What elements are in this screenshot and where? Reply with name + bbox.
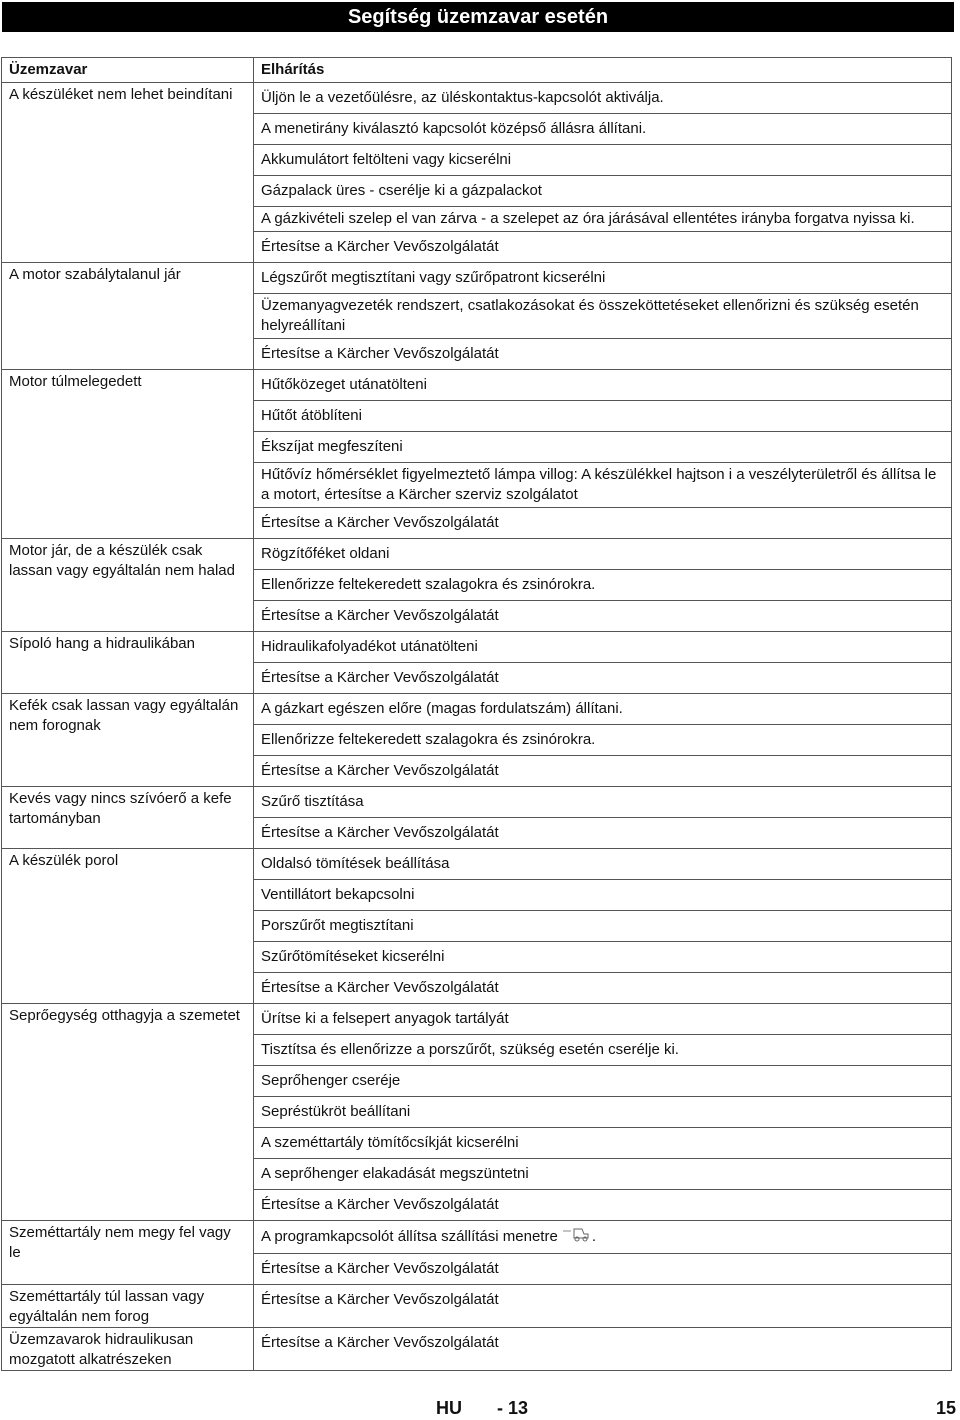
remedy-cell <box>254 263 952 294</box>
footer-language: HU <box>436 1398 462 1418</box>
remedy-text: Értesítse a Kärcher Vevőszolgálatát <box>261 345 499 362</box>
table-row <box>2 263 952 294</box>
remedy-cell <box>254 1035 952 1066</box>
remedy-text: Hűtővíz hőmérséklet figyelmeztető lámpa villog: A készülékkel hajtson i a veszélyterületről és állítsa le a motort, értesítse a Kärcher szerviz szolgálatot <box>261 466 937 503</box>
remedy-cell <box>254 1128 952 1159</box>
remedy-text: Üzemanyagvezeték rendszert, csatlakozásokat és összeköttetéseket ellenőrizni és szükség esetén helyreállítani <box>261 297 919 334</box>
remedy-cell <box>254 1328 952 1371</box>
table-row <box>2 1328 952 1371</box>
remedy-cell <box>254 1004 952 1035</box>
remedy-text: Légszűrőt megtisztítani vagy szűrőpatront kicserélni <box>261 269 606 286</box>
remedy-text: Értesítse a Kärcher Vevőszolgálatát <box>261 1196 499 1213</box>
table-row <box>2 539 952 570</box>
problem-cell: Üzemzavarok hidraulikusan mozgatott alkatrészeken <box>2 1328 254 1371</box>
table-row <box>2 370 952 401</box>
remedy-text: Porszűrőt megtisztítani <box>261 917 414 934</box>
remedy-cell <box>254 463 952 508</box>
remedy-text: Seprőhenger cseréje <box>261 1072 401 1089</box>
problem-cell: A készüléket nem lehet beindítani <box>2 83 254 263</box>
remedy-cell <box>254 756 952 787</box>
problem-cell: Motor túlmelegedett <box>2 370 254 539</box>
remedy-cell <box>254 176 952 207</box>
remedy-cell <box>254 787 952 818</box>
problem-cell: Motor jár, de a készülék csak lassan vagy egyáltalán nem halad <box>2 539 254 632</box>
remedy-text: Értesítse a Kärcher Vevőszolgálatát <box>261 238 499 255</box>
footer-section-page: - 13 <box>497 1398 529 1418</box>
remedy-cell <box>254 207 952 232</box>
remedy-text: A gázkart egészen előre (magas fordulatszám) állítani. <box>261 700 623 717</box>
remedy-cell <box>254 114 952 145</box>
remedy-text: Hűtőközeget utánatölteni <box>261 376 427 393</box>
remedy-text: Tisztítsa és ellenőrizze a porszűrőt, szükség esetén cserélje ki. <box>261 1041 679 1058</box>
troubleshooting-table <box>1 57 952 1371</box>
remedy-text: Szűrő tisztítása <box>261 793 364 810</box>
problem-cell: A készülék porol <box>2 849 254 1004</box>
remedy-cell <box>254 601 952 632</box>
remedy-text: Ellenőrizze feltekeredett szalagokra és zsinórokra. <box>261 731 596 748</box>
remedy-text: Hűtőt átöblíteni <box>261 407 362 424</box>
remedy-cell <box>254 818 952 849</box>
remedy-text: Értesítse a Kärcher Vevőszolgálatát <box>261 669 499 686</box>
remedy-text: Gázpalack üres - cserélje ki a gázpalackot <box>261 182 542 199</box>
remedy-cell <box>254 1066 952 1097</box>
remedy-text: Értesítse a Kärcher Vevőszolgálatát <box>261 762 499 779</box>
remedy-text: Ékszíjat megfeszíteni <box>261 438 403 455</box>
transport-mode-icon <box>562 1226 592 1248</box>
remedy-cell <box>254 232 952 263</box>
remedy-cell <box>254 694 952 725</box>
remedy-cell <box>254 294 952 339</box>
remedy-text: Üljön le a vezetőülésre, az üléskontaktus-kapcsolót aktiválja. <box>261 89 664 106</box>
table-row <box>2 694 952 725</box>
table-row <box>2 849 952 880</box>
table-row <box>2 632 952 663</box>
remedy-cell <box>254 401 952 432</box>
remedy-cell <box>254 663 952 694</box>
remedy-cell <box>254 145 952 176</box>
remedy-cell <box>254 370 952 401</box>
remedy-text: Értesítse a Kärcher Vevőszolgálatát <box>261 1291 499 1308</box>
remedy-text: A seprőhenger elakadását megszüntetni <box>261 1165 529 1182</box>
remedy-text: A menetirány kiválasztó kapcsolót középső állásra állítani. <box>261 120 647 137</box>
problem-cell: Kevés vagy nincs szívóerő a kefe tartományban <box>2 787 254 849</box>
remedy-text: Szűrőtömítéseket kicserélni <box>261 948 445 965</box>
remedy-text: Rögzítőféket oldani <box>261 545 390 562</box>
table-row <box>2 1221 952 1254</box>
remedy-text: A szeméttartály tömítőcsíkját kicserélni <box>261 1134 519 1151</box>
remedy-cell <box>254 973 952 1004</box>
remedy-cell <box>254 880 952 911</box>
table-header-row <box>2 58 952 83</box>
remedy-text: Ellenőrizze feltekeredett szalagokra és zsinórokra. <box>261 576 596 593</box>
table-row <box>2 1004 952 1035</box>
remedy-cell <box>254 1285 952 1328</box>
remedy-cell <box>254 849 952 880</box>
remedy-text: Értesítse a Kärcher Vevőszolgálatát <box>261 1334 499 1351</box>
remedy-cell <box>254 570 952 601</box>
remedy-cell <box>254 1190 952 1221</box>
problem-cell: Szeméttartály nem megy fel vagy le <box>2 1221 254 1285</box>
remedy-text: Hidraulikafolyadékot utánatölteni <box>261 638 478 655</box>
remedy-text: A gázkivételi szelep el van zárva - a szelepet az óra járásával ellentétes irányba forgatva nyissa ki. <box>261 210 915 227</box>
column-header-problem: Üzemzavar <box>2 58 254 83</box>
remedy-text: Értesítse a Kärcher Vevőszolgálatát <box>261 607 499 624</box>
column-header-remedy: Elhárítás <box>254 58 952 83</box>
remedy-cell <box>254 1254 952 1285</box>
remedy-cell <box>254 725 952 756</box>
page-title: Segítség üzemzavar esetén <box>2 2 954 32</box>
remedy-text: Sepréstükröt beállítani <box>261 1103 411 1120</box>
remedy-text: Értesítse a Kärcher Vevőszolgálatát <box>261 824 499 841</box>
remedy-text: Értesítse a Kärcher Vevőszolgálatát <box>261 1260 499 1277</box>
footer-page-number: 15 <box>936 1398 957 1418</box>
remedy-text: Értesítse a Kärcher Vevőszolgálatát <box>261 514 499 531</box>
remedy-cell <box>254 1221 952 1254</box>
remedy-text: A programkapcsolót állítsa szállítási menetre <box>261 1227 558 1245</box>
remedy-text: Oldalsó tömítések beállítása <box>261 855 450 872</box>
problem-cell: Seprőegység otthagyja a szemetet <box>2 1004 254 1221</box>
remedy-cell <box>254 539 952 570</box>
problem-cell: A motor szabálytalanul jár <box>2 263 254 370</box>
remedy-cell <box>254 942 952 973</box>
remedy-cell <box>254 339 952 370</box>
sentence-period: . <box>591 1227 596 1245</box>
remedy-text: Ventillátort bekapcsolni <box>261 886 415 903</box>
remedy-cell <box>254 1097 952 1128</box>
remedy-text: Ürítse ki a felsepert anyagok tartályát <box>261 1010 509 1027</box>
problem-cell: Szeméttartály túl lassan vagy egyáltalán nem forog <box>2 1285 254 1328</box>
remedy-cell <box>254 632 952 663</box>
table-row <box>2 83 952 114</box>
problem-cell: Kefék csak lassan vagy egyáltalán nem forognak <box>2 694 254 787</box>
remedy-cell <box>254 508 952 539</box>
remedy-text: Akkumulátort feltölteni vagy kicserélni <box>261 151 512 168</box>
table-row <box>2 1285 952 1328</box>
remedy-cell <box>254 1159 952 1190</box>
remedy-text: Értesítse a Kärcher Vevőszolgálatát <box>261 979 499 996</box>
remedy-cell <box>254 911 952 942</box>
table-row <box>2 787 952 818</box>
remedy-cell <box>254 83 952 114</box>
problem-cell: Sípoló hang a hidraulikában <box>2 632 254 694</box>
remedy-cell <box>254 432 952 463</box>
